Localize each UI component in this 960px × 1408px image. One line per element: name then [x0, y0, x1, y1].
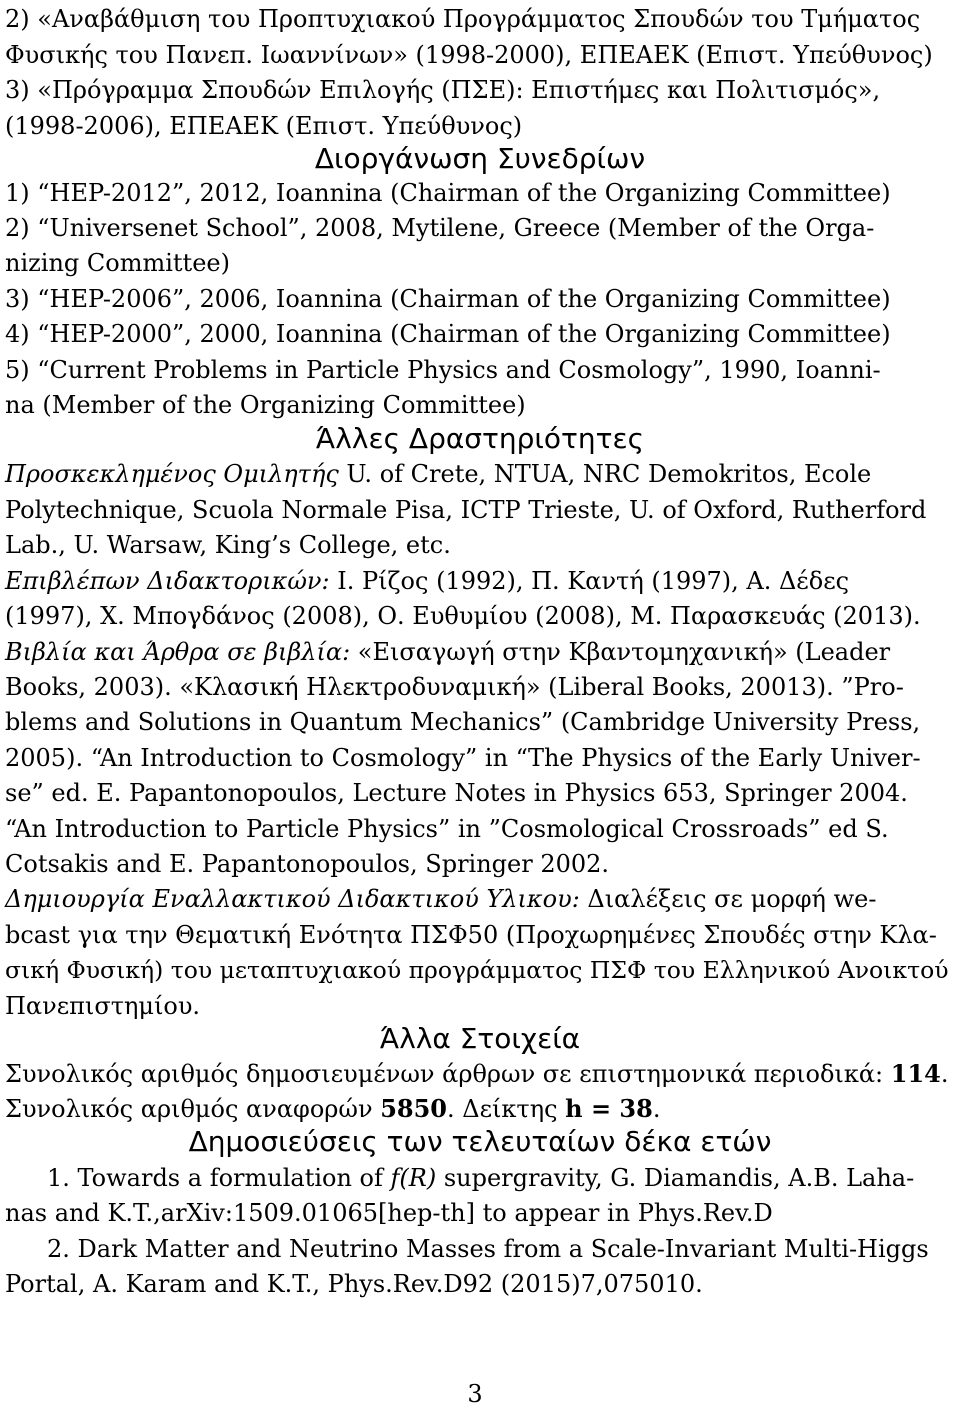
text-line: “An Introduction to Particle Physics” in ”Cosmological Crossroads” ed S. — [5, 815, 889, 843]
text-line: na (Member of the Organizing Committee) — [5, 391, 526, 419]
text-line: nas and K.T.,arXiv:1509.01065[hep-th] to appear in Phys.Rev.D — [5, 1199, 773, 1227]
text-line: σική Φυσική) του μεταπτυχιακού προγράμματος ΠΣΦ του Ελληνικού Ανοικτού — [5, 956, 949, 984]
text-line: 2) “Universenet School”, 2008, Mytilene, Greece (Member of the Orga- — [5, 214, 875, 242]
text-span: «Εισαγωγή στην Κβαντομηχανική» (Leader — [350, 638, 891, 666]
text-span: 1. Towards a formulation of — [47, 1164, 391, 1192]
phd-supervisor-label: Επιβλέπων Διδακτορικών: — [5, 567, 330, 595]
invited-speaker-label: Προσκεκλημένος Ομιλητής — [5, 460, 339, 488]
text-line: nizing Committee) — [5, 249, 230, 277]
text-line: blems and Solutions in Quantum Mechanics” (Cambridge University Press, — [5, 708, 921, 736]
publication-item — [47, 1163, 914, 1193]
text-line: (1998-2006), ΕΠΕΑΕΚ (Επιστ. Υπεύθυνος) — [5, 112, 523, 140]
publication-item: 2. Dark Matter and Neutrino Masses from a Scale-Invariant Multi-Higgs — [47, 1235, 929, 1263]
text-span: . — [652, 1095, 661, 1123]
math-fr: f(R) — [390, 1164, 437, 1192]
text-span: . Δείκτης — [446, 1095, 566, 1123]
text-line: Books, 2003). «Κλασική Ηλεκτροδυναμική» (Liberal Books, 20013). ”Pro- — [5, 673, 904, 701]
text-line — [5, 459, 871, 489]
text-span: Συνολικός αριθμός δημοσιευμένων άρθρων σε επιστημονικά περιοδικά: — [5, 1060, 891, 1088]
text-span: . — [940, 1060, 949, 1088]
h-index: h = 38 — [565, 1094, 653, 1123]
text-line — [5, 637, 890, 667]
text-line: Polytechnique, Scuola Normale Pisa, ICTP Trieste, U. of Oxford, Rutherford — [5, 496, 927, 524]
text-line: 4) “HEP-2000”, 2000, Ioannina (Chairman of the Organizing Committee) — [5, 320, 891, 348]
text-line: bcast για την Θεματική Ενότητα ΠΣΦ50 (Προχωρημένες Σπουδές στην Κλα- — [5, 921, 937, 949]
article-count: 114 — [890, 1059, 941, 1088]
text-line: 3) «Πρόγραμμα Σπουδών Επιλογής (ΠΣΕ): Επιστήμες και Πολιτισμός», — [5, 76, 881, 104]
text-line: Portal, A. Karam and K.T., Phys.Rev.D92 (2015)7,075010. — [5, 1270, 703, 1298]
text-span: Ι. Ρίζος (1992), Π. Καντή (1997), Α. Δέδες — [329, 567, 850, 595]
citation-count: 5850 — [380, 1094, 447, 1123]
section-heading-publications: Δημοσιεύσεις των τελευταίων δέκα ετών — [188, 1125, 772, 1158]
text-line: Cotsakis and E. Papantonopoulos, Springer 2002. — [5, 850, 610, 878]
text-line: 2005). “An Introduction to Cosmology” in “The Physics of the Early Univer- — [5, 744, 921, 772]
text-line: Lab., U. Warsaw, King’s College, etc. — [5, 531, 451, 559]
text-line: 2) «Αναβάθμιση του Προπτυχιακού Προγράμματος Σπουδών του Τμήματος — [5, 5, 921, 33]
section-heading-other-info: Άλλα Στοιχεία — [379, 1022, 581, 1055]
text-line: (1997), Χ. Μπογδάνος (2008), Ο. Ευθυμίου (2008), Μ. Παρασκευάς (2013). — [5, 602, 921, 630]
text-line: 1) “HEP-2012”, 2012, Ioannina (Chairman of the Organizing Committee) — [5, 179, 891, 207]
text-line — [5, 566, 849, 596]
teaching-material-label: Δημιουργία Εναλλακτικού Διδακτικού Υλικου: — [5, 885, 580, 913]
text-line — [5, 884, 876, 914]
text-span: Διαλέξεις σε μορφή we- — [579, 885, 877, 913]
text-line: 3) “HEP-2006”, 2006, Ioannina (Chairman of the Organizing Committee) — [5, 285, 891, 313]
text-line: Πανεπιστημίου. — [5, 992, 201, 1020]
section-heading-conferences: Διοργάνωση Συνεδρίων — [314, 142, 646, 175]
text-line: se” ed. E. Papantonopoulos, Lecture Notes in Physics 653, Springer 2004. — [5, 779, 908, 807]
text-span: supergravity, G. Diamandis, A.B. Laha- — [436, 1164, 915, 1192]
text-line: 5) “Current Problems in Particle Physics and Cosmology”, 1990, Ioanni- — [5, 356, 881, 384]
text-line — [5, 1094, 660, 1124]
section-heading-other-activities: Άλλες Δραστηριότητες — [315, 422, 645, 455]
text-line — [5, 1059, 949, 1089]
text-line: Φυσικής του Πανεπ. Ιωαννίνων» (1998-2000), ΕΠΕΑΕΚ (Επιστ. Υπεύθυνος) — [5, 41, 933, 69]
text-span: Συνολικός αριθμός αναφορών — [5, 1095, 381, 1123]
books-label: Βιβλία και Άρθρα σε βιβλία: — [5, 638, 351, 666]
text-span: U. of Crete, NTUA, NRC Demokritos, Ecole — [338, 460, 872, 488]
page-number: 3 — [467, 1380, 483, 1408]
